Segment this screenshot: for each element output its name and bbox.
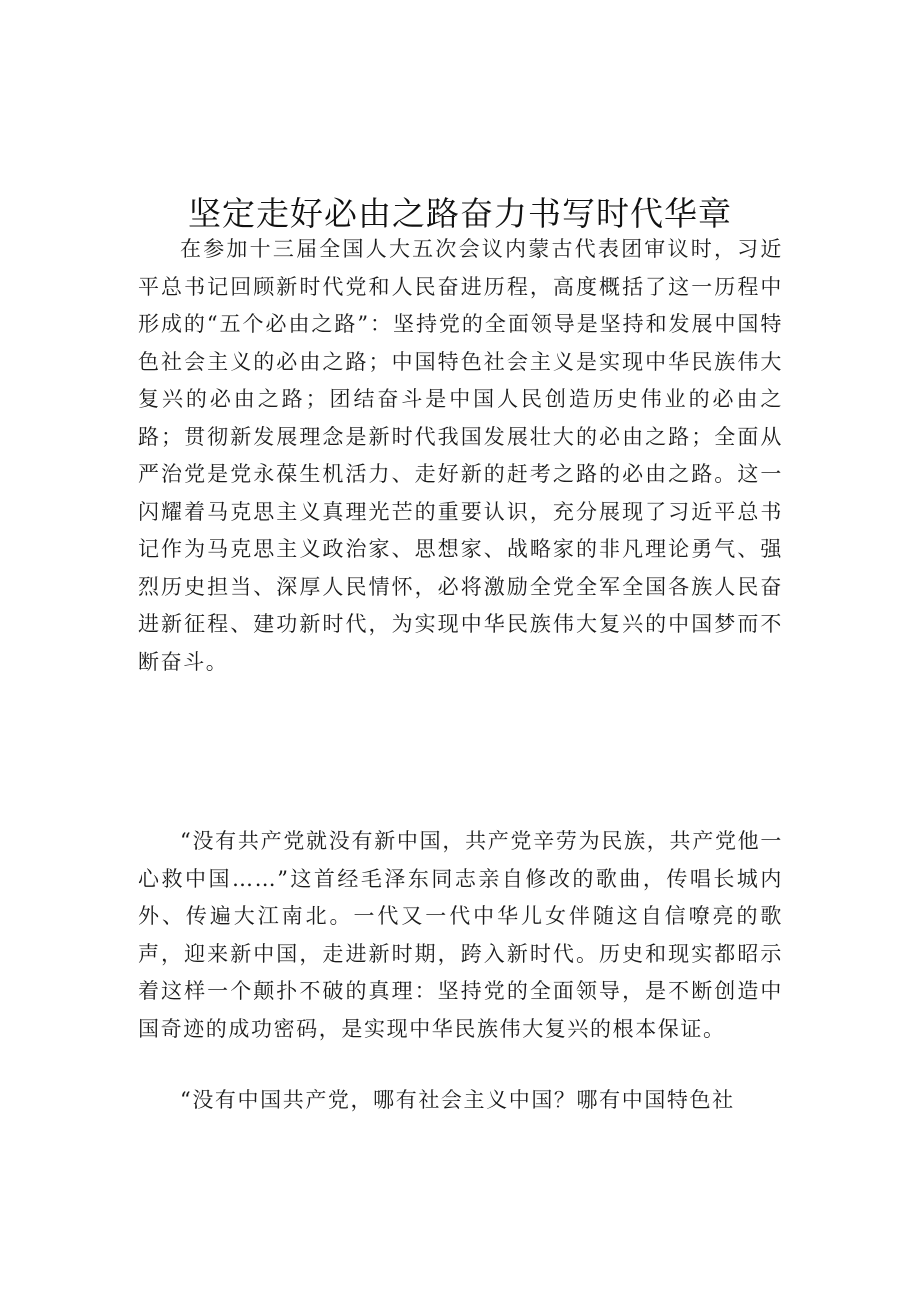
paragraph-3: “没有中国共产党，哪有社会主义中国？哪有中国特色社 [180,1088,735,1112]
document-title: 坚定走好必由之路奋力书写时代华章 [188,194,732,233]
paragraph-1: 在参加十三届全国人大五次会议内蒙古代表团审议时，习近平总书记回顾新时代党和人民奋进历程，高度概括了这一历程中形成的“五个必由之路”：坚持党的全面领导是坚持和发展中国特色社会主义的必由之路；中国特色社会主义是实现中华民族伟大复兴的必由之路；团结奋斗是中国人民创造历史伟业的必由之路；贯彻新发展理念是新时代我国发展壮大的必由之路；全面从严治党是党永葆生机活力、走好新的赶考之路的必由之路。这一闪耀着马克思主义真理光芒的重要认识，充分展现了习近平总书记作为马克思主义政治家、思想家、战略家的非凡理论勇气、强烈历史担当、深厚人民情怀，必将激励全党全军全国各族人民奋进新征程、建功新时代，为实现中华民族伟大复兴的中国梦而不断奋斗。 [138,237,783,674]
paragraph-2: “没有共产党就没有新中国，共产党辛劳为民族，共产党他一心救中国……”这首经毛泽东同志亲自修改的歌曲，传唱长城内外、传遍大江南北。一代又一代中华儿女伴随这自信嘹亮的歌声，迎来新中国，走进新时期，跨入新时代。历史和现实都昭示着这样一个颠扑不破的真理：坚持党的全面领导，是不断创造中国奇迹的成功密码，是实现中华民族伟大复兴的根本保证。 [138,829,783,1041]
